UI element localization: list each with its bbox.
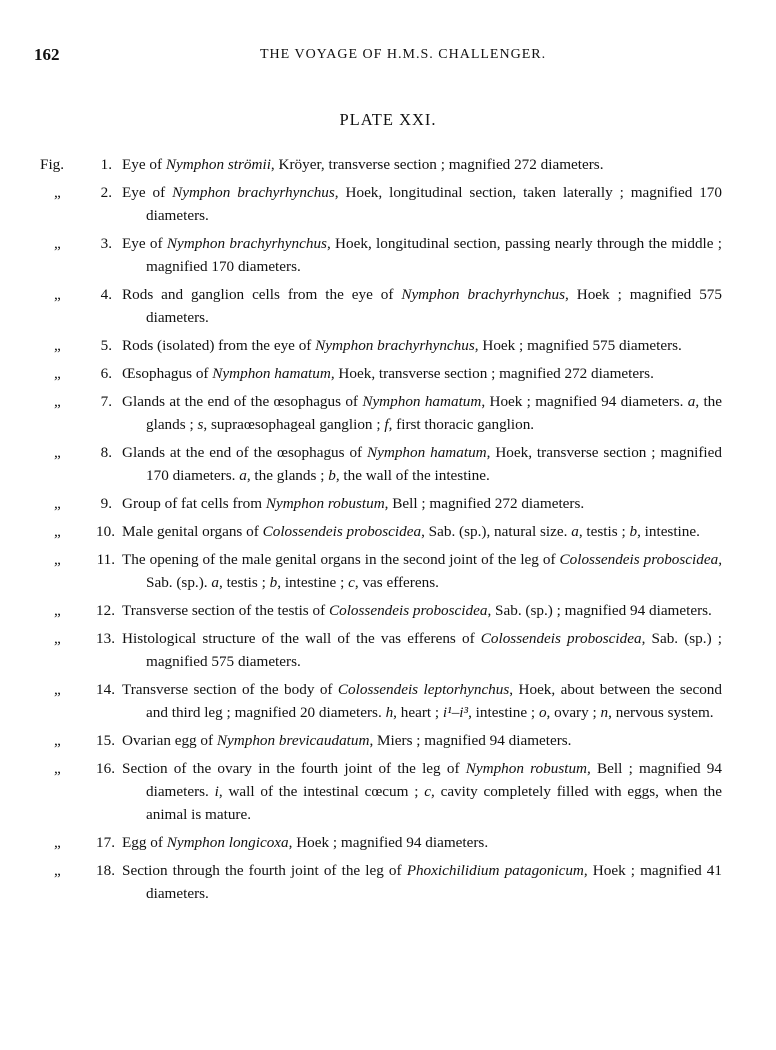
- ditto-mark: „: [54, 602, 61, 619]
- italic-term: Nymphon hamatum: [367, 444, 487, 461]
- figure-description: [122, 390, 723, 436]
- description-text: , intestine.: [637, 523, 700, 540]
- figure-description: [122, 831, 722, 854]
- figure-description: [122, 181, 722, 227]
- legend-entry: [0, 232, 776, 278]
- description-text: , Kröyer, transverse section ; magnified 272 diameters.: [270, 156, 604, 173]
- legend-entry: [0, 548, 776, 594]
- description-text: , Hoek ; magnified 94 diameters.: [481, 393, 688, 410]
- figure-description: [122, 441, 722, 487]
- figure-description: [122, 520, 722, 543]
- figure-number: 17.: [96, 834, 115, 851]
- legend-entry: [0, 859, 776, 905]
- figure-number: 15.: [96, 732, 115, 749]
- description-text: , Sab. (sp.).: [146, 551, 722, 591]
- description-text: The opening of the male genital organs in the second joint of the leg of: [122, 551, 560, 568]
- figure-description: [122, 153, 722, 176]
- italic-term: Colossendeis proboscidea: [480, 630, 642, 647]
- figure-number: 14.: [96, 681, 115, 698]
- description-text: , Bell ; magnified 94 diameters.: [146, 760, 722, 800]
- ditto-mark: „: [54, 630, 61, 647]
- description-text: Eye of: [122, 156, 166, 173]
- ditto-mark: „: [54, 862, 61, 879]
- italic-term: Phoxichilidium patagonicum: [406, 862, 584, 879]
- ditto-mark: „: [54, 681, 61, 698]
- figure-number: 12.: [96, 602, 115, 619]
- legend-entry: [0, 283, 776, 329]
- italic-term: Nymphon hamatum: [212, 365, 331, 382]
- description-text: , intestine ;: [277, 574, 349, 591]
- italic-term: n: [600, 704, 609, 721]
- italic-term: Nymphon hamatum: [362, 393, 482, 410]
- italic-term: Nymphon robustum: [465, 760, 588, 777]
- legend-entry: [0, 678, 776, 724]
- ditto-mark: „: [54, 184, 61, 201]
- ditto-mark: „: [54, 760, 61, 777]
- description-text: , testis ;: [578, 523, 630, 540]
- figure-description: [122, 232, 723, 278]
- legend-entry: [0, 362, 776, 385]
- italic-term: a: [571, 523, 579, 540]
- description-text: Eye of: [122, 235, 167, 252]
- figure-number: 8.: [100, 444, 112, 461]
- italic-term: Nymphon brachyrhynchus: [401, 286, 566, 303]
- ditto-mark: „: [54, 732, 61, 749]
- italic-term: Nymphon brevicaudatum: [216, 732, 370, 749]
- ditto-mark: „: [54, 393, 61, 410]
- page-header: [34, 45, 734, 69]
- italic-term: b: [269, 574, 278, 591]
- figure-number: 11.: [96, 551, 115, 568]
- description-text: , cavity completely filled with eggs, when the animal is mature.: [146, 783, 722, 823]
- italic-term: Nymphon strömii: [165, 156, 271, 173]
- ditto-mark: „: [54, 523, 61, 540]
- description-text: , Sab. (sp.), natural size.: [421, 523, 572, 540]
- legend-entry: [0, 181, 776, 227]
- figure-number: 6.: [100, 365, 112, 382]
- figure-description: [122, 627, 722, 673]
- italic-term: b: [629, 523, 638, 540]
- legend-entry: [0, 492, 776, 515]
- italic-term: o: [538, 704, 547, 721]
- figure-number: 10.: [96, 523, 115, 540]
- italic-term: Nymphon robustum: [265, 495, 385, 512]
- figure-number: 4.: [100, 286, 112, 303]
- italic-term: i: [214, 783, 219, 800]
- figure-description: [122, 599, 722, 622]
- italic-term: c: [424, 783, 431, 800]
- description-text: , Hoek, transverse section ; magnified 272 diameters.: [330, 365, 654, 382]
- description-text: Ovarian egg of: [122, 732, 217, 749]
- figure-number: 9.: [100, 495, 112, 512]
- legend-entry: [0, 390, 776, 436]
- description-text: Rods (isolated) from the eye of: [122, 337, 316, 354]
- ditto-mark: „: [54, 235, 61, 252]
- figure-description: [122, 362, 722, 385]
- fig-label: Fig.: [40, 156, 65, 173]
- figure-number: 7.: [100, 393, 112, 410]
- running-title: THE VOYAGE OF H.M.S. CHALLENGER.: [260, 47, 547, 62]
- figure-description: [122, 729, 722, 752]
- description-text: Group of fat cells from: [122, 495, 266, 512]
- description-text: , intestine ;: [468, 704, 539, 721]
- figure-description: [122, 492, 722, 515]
- legend-entry: [0, 729, 776, 752]
- description-text: Œsophagus of: [122, 365, 213, 382]
- description-text: , vas efferens.: [354, 574, 439, 591]
- description-text: , Hoek ; magnified 575 diameters.: [146, 286, 722, 326]
- italic-term: a: [211, 574, 219, 591]
- description-text: , first thoracic ganglion.: [388, 416, 535, 433]
- figure-number: 1.: [100, 156, 112, 173]
- italic-term: c: [348, 574, 355, 591]
- italic-term: s: [197, 416, 204, 433]
- figure-number: 5.: [100, 337, 112, 354]
- plate-title: PLATE XXI.: [339, 110, 437, 129]
- legend-entry: [0, 757, 776, 826]
- description-text: , Hoek, longitudinal section, passing nearly through the middle ; magnified 170 diameters.: [146, 235, 723, 275]
- italic-term: Nymphon brachyrhynchus: [166, 235, 327, 252]
- description-text: Glands at the end of the œsophagus of: [122, 444, 367, 461]
- figure-number: 13.: [96, 630, 115, 647]
- italic-term: h: [385, 704, 394, 721]
- figure-number: 16.: [96, 760, 115, 777]
- description-text: Section of the ovary in the fourth joint of the leg of: [122, 760, 466, 777]
- description-text: , Sab. (sp.) ; magnified 94 diameters.: [487, 602, 712, 619]
- legend-entry: [0, 153, 776, 176]
- ditto-mark: „: [54, 495, 61, 512]
- figure-description: [122, 757, 722, 826]
- ditto-mark: „: [54, 834, 61, 851]
- legend-entry: [0, 627, 776, 673]
- italic-term: Colossendeis proboscidea: [328, 602, 488, 619]
- italic-term: i¹–i³: [442, 704, 469, 721]
- italic-term: Colossendeis proboscidea: [262, 523, 422, 540]
- italic-term: f: [384, 416, 389, 433]
- description-text: , Hoek ; magnified 41 diameters.: [146, 862, 722, 902]
- italic-term: a: [239, 467, 247, 484]
- description-text: Glands at the end of the œsophagus of: [122, 393, 363, 410]
- description-text: , the wall of the intestine.: [335, 467, 490, 484]
- description-text: Transverse section of the body of: [122, 681, 338, 698]
- legend-entry: [0, 520, 776, 543]
- italic-term: Colossendeis proboscidea: [559, 551, 719, 568]
- legend-entry: [0, 831, 776, 854]
- figure-number: 18.: [96, 862, 115, 879]
- description-text: , heart ;: [393, 704, 443, 721]
- description-text: , Hoek, about between the second and third leg ; magnified 20 diameters.: [146, 681, 722, 721]
- description-text: , the glands ;: [246, 467, 329, 484]
- figure-number: 2.: [100, 184, 112, 201]
- ditto-mark: „: [54, 365, 61, 382]
- description-text: , Miers ; magnified 94 diameters.: [369, 732, 572, 749]
- legend-entry: [0, 334, 776, 357]
- description-text: , the glands ;: [146, 393, 723, 433]
- italic-term: a: [687, 393, 696, 410]
- description-text: Rods and ganglion cells from the eye of: [122, 286, 402, 303]
- description-text: , Hoek, transverse section ; magnified 170 diameters.: [146, 444, 722, 484]
- figure-description: [122, 678, 722, 724]
- legend-entry: [0, 599, 776, 622]
- description-text: , nervous system.: [608, 704, 714, 721]
- figure-legend: [0, 153, 776, 910]
- italic-term: Nymphon brachyrhynchus: [315, 337, 475, 354]
- description-text: , supraœsophageal ganglion ;: [203, 416, 385, 433]
- description-text: , Hoek, longitudinal section, taken laterally ; magnified 170 diameters.: [146, 184, 722, 224]
- italic-term: Colossendeis leptorhynchus: [337, 681, 510, 698]
- description-text: , Hoek ; magnified 94 diameters.: [288, 834, 489, 851]
- italic-term: b: [328, 467, 336, 484]
- figure-description: [122, 548, 722, 594]
- description-text: Male genital organs of: [122, 523, 263, 540]
- figure-number: 3.: [100, 235, 112, 252]
- description-text: Transverse section of the testis of: [122, 602, 329, 619]
- italic-term: Nymphon brachyrhynchus: [172, 184, 335, 201]
- description-text: Egg of: [122, 834, 167, 851]
- ditto-mark: „: [54, 444, 61, 461]
- description-text: , Sab. (sp.) ; magnified 575 diameters.: [146, 630, 722, 670]
- page-number: 162: [34, 45, 60, 64]
- ditto-mark: „: [54, 337, 61, 354]
- description-text: , wall of the intestinal cœcum ;: [218, 783, 425, 800]
- figure-description: [122, 334, 722, 357]
- description-text: , ovary ;: [546, 704, 601, 721]
- description-text: Section through the fourth joint of the leg of: [122, 862, 407, 879]
- description-text: , testis ;: [218, 574, 270, 591]
- italic-term: Nymphon longicoxa: [166, 834, 289, 851]
- description-text: , Bell ; magnified 272 diameters.: [384, 495, 585, 512]
- legend-entry: [0, 441, 776, 487]
- description-text: Histological structure of the wall of the vas efferens of: [122, 630, 481, 647]
- ditto-mark: „: [54, 551, 61, 568]
- description-text: , Hoek ; magnified 575 diameters.: [474, 337, 682, 354]
- description-text: Eye of: [122, 184, 173, 201]
- ditto-mark: „: [54, 286, 61, 303]
- figure-description: [122, 859, 722, 905]
- figure-description: [122, 283, 722, 329]
